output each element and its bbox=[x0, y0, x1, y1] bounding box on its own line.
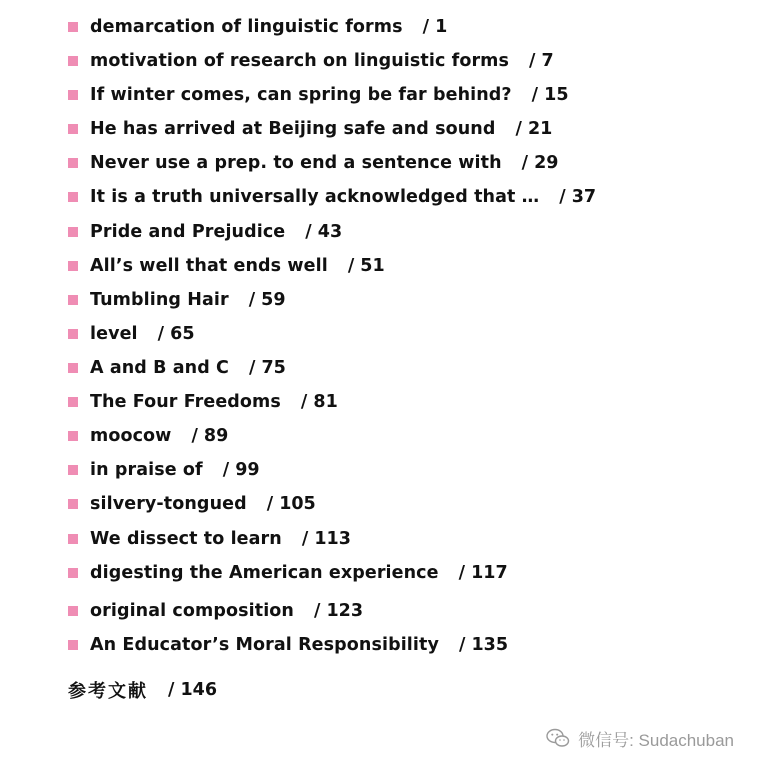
toc-entry-title: digesting the American experience bbox=[90, 563, 439, 583]
toc-entry-page: / 29 bbox=[521, 153, 559, 173]
toc-entry-page: / 123 bbox=[313, 601, 363, 621]
bullet-icon bbox=[68, 499, 78, 509]
bullet-icon bbox=[68, 329, 78, 339]
toc-entry-page: / 51 bbox=[347, 256, 385, 276]
toc-entry-page: / 7 bbox=[529, 51, 554, 71]
toc-entry-page: / 81 bbox=[300, 392, 338, 412]
bullet-icon bbox=[68, 56, 78, 66]
bullet-icon bbox=[68, 363, 78, 373]
toc-entry[interactable] bbox=[68, 84, 569, 106]
toc-entry-title: original composition bbox=[90, 601, 294, 621]
references-title: 参考文献 bbox=[68, 681, 148, 702]
toc-entry-title: A and B and C bbox=[90, 358, 229, 378]
toc-entry-title: Tumbling Hair bbox=[90, 290, 229, 310]
toc-entry-title: All’s well that ends well bbox=[90, 256, 328, 276]
toc-entry[interactable] bbox=[68, 152, 558, 174]
bullet-icon bbox=[68, 606, 78, 616]
bullet-icon bbox=[68, 227, 78, 237]
toc-entry-page: / 43 bbox=[305, 222, 343, 242]
bullet-icon bbox=[68, 534, 78, 544]
bullet-icon bbox=[68, 124, 78, 134]
bullet-icon bbox=[68, 431, 78, 441]
toc-entry-page: / 89 bbox=[191, 426, 229, 446]
toc-entry-page: / 37 bbox=[559, 187, 597, 207]
toc-entry-page: / 15 bbox=[531, 85, 569, 105]
toc-entry-page: / 135 bbox=[458, 635, 508, 655]
toc-entry-title: in praise of bbox=[90, 460, 203, 480]
toc-entry-title: An Educator’s Moral Responsibility bbox=[90, 635, 439, 655]
toc-entry[interactable] bbox=[68, 634, 508, 656]
toc-entry-title: The Four Freedoms bbox=[90, 392, 281, 412]
toc-entry-title: demarcation of linguistic forms bbox=[90, 17, 403, 37]
toc-entry[interactable] bbox=[68, 493, 316, 515]
watermark-text: 微信号: Sudachuban bbox=[578, 730, 734, 750]
toc-entry-page: / 75 bbox=[248, 358, 286, 378]
toc-entry-page: / 65 bbox=[157, 324, 195, 344]
toc-entry-title: moocow bbox=[90, 426, 172, 446]
toc-entry-title: Pride and Prejudice bbox=[90, 222, 286, 242]
bullet-icon bbox=[68, 261, 78, 271]
toc-entry-title: He has arrived at Beijing safe and sound bbox=[90, 119, 496, 139]
toc-entry[interactable] bbox=[68, 186, 596, 208]
toc-entry-page: / 117 bbox=[458, 563, 508, 583]
bullet-icon bbox=[68, 90, 78, 100]
toc-entry[interactable] bbox=[68, 289, 286, 311]
toc-entry-page: / 59 bbox=[248, 290, 286, 310]
references-page: / 146 bbox=[168, 680, 218, 700]
watermark bbox=[546, 726, 734, 750]
bullet-icon bbox=[68, 295, 78, 305]
toc-entry-page: / 1 bbox=[422, 17, 448, 37]
toc-entry[interactable] bbox=[68, 600, 363, 622]
toc-entry-title: It is a truth universally acknowledged that … bbox=[90, 187, 540, 207]
toc-entry-page: / 113 bbox=[301, 529, 351, 549]
toc-entry[interactable] bbox=[68, 391, 338, 413]
toc-entry-page: / 105 bbox=[266, 494, 316, 514]
toc-entry[interactable] bbox=[68, 255, 385, 277]
toc-entry[interactable] bbox=[68, 16, 447, 38]
bullet-icon bbox=[68, 158, 78, 168]
toc-entry[interactable] bbox=[68, 323, 195, 345]
toc-entry[interactable] bbox=[68, 528, 351, 550]
wechat-icon bbox=[546, 728, 570, 748]
toc-entry[interactable] bbox=[68, 425, 228, 447]
bullet-icon bbox=[68, 22, 78, 32]
toc-entry[interactable] bbox=[68, 118, 552, 140]
toc-entry-title: level bbox=[90, 324, 138, 344]
toc-entry[interactable] bbox=[68, 50, 554, 72]
toc-entry-title: If winter comes, can spring be far behind? bbox=[90, 85, 512, 105]
toc-entry-title: motivation of research on linguistic forms bbox=[90, 51, 510, 71]
toc-entry[interactable] bbox=[68, 459, 260, 481]
toc-entry[interactable] bbox=[68, 221, 342, 243]
bullet-icon bbox=[68, 192, 78, 202]
toc-entry-title: silvery-tongued bbox=[90, 494, 247, 514]
toc-entry[interactable] bbox=[68, 357, 286, 379]
toc-references[interactable] bbox=[68, 678, 217, 702]
toc-entry-page: / 21 bbox=[515, 119, 553, 139]
bullet-icon bbox=[68, 397, 78, 407]
toc-entry-title: We dissect to learn bbox=[90, 529, 282, 549]
toc-entry[interactable] bbox=[68, 562, 508, 584]
bullet-icon bbox=[68, 640, 78, 650]
toc-entry-page: / 99 bbox=[222, 460, 260, 480]
toc-entry-title: Never use a prep. to end a sentence with bbox=[90, 153, 502, 173]
bullet-icon bbox=[68, 568, 78, 578]
bullet-icon bbox=[68, 465, 78, 475]
